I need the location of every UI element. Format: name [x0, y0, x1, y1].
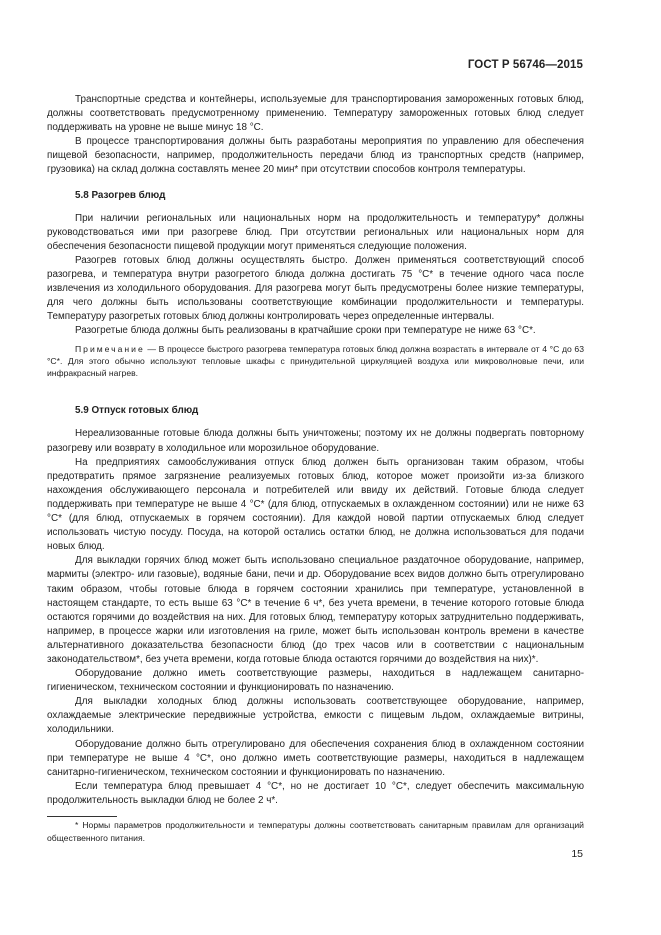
paragraph-reheated-sale: Разогретые блюда должны быть реализованы в кратчайшие сроки при температуре не ниже 63 °C*.: [75, 325, 536, 337]
page-body: [47, 93, 584, 808]
paragraph-transport-vehicles: Транспортные средства и контейнеры, используемые для транспортирования замороженных готовых блюд, должны соответствовать предусмотренному применению. Температуру замороженных готовых блюд следует поддерживать на уровне не выше минус 18 °C.: [47, 94, 584, 134]
footnote: * Нормы параметров продолжительности и температуры должны соответствовать санитарным правилам для организаций общественного питания.: [47, 820, 584, 843]
footnote-divider: [47, 816, 117, 817]
paragraph-transport-measures: В процессе транспортирования должны быть разработаны мероприятия по управлению для обеспечения пищевой безопасности, например, продолжительность передачи блюд из транспортных средств (например, грузовика) на склад должна составлять менее 20 мин* при отсутствии способов контроля температуры.: [47, 136, 584, 176]
paragraph-cold-regulation: Оборудование должно быть отрегулировано для обеспечения сохранения блюд в охлажденном состоянии при температуре не выше 4 °C*, оно должно иметь соответствующие размеры, находиться в надлежащем санитарно-гигиеническом, техническом состоянии и функционировать по назначению.: [47, 738, 584, 778]
paragraph-reheating-process: Разогрев готовых блюд должны осуществлять быстро. Должен применяться соответствующий способ разогрева, и температура внутри разогретого блюда должна достигать 75 °C* в течение одного часа после извлечения из холодильного оборудования. Для разогрева могут быть предусмотрены более низкие температуры, для чего должны быть использованы соответствующие комбинации продолжительности и температуры. Температуру разогретых готовых блюд должны контролировать через определенные интервалы.: [47, 254, 584, 323]
paragraph-hot-display: Для выкладки горячих блюд может быть использовано специальное раздаточное оборудование, например, мармиты (электро- или газовые), водяные бани, печи и др. Оборудование всех видов должно быть отрегулировано таким образом, чтобы готовые блюда в горячем состоянии хранились при температуре, установленной в настоящем стандарте, то есть выше 63 °C* в течение 6 ч*, без учета времени, в течение которого готовые блюда остаются горячими до воздействия на них. Для готовых блюд, температуру которых затруднительно поддерживать, например, в процессе жарки или изготовления на гриле, может быть использован контроль времени в качестве альтернативного доказательства безопасности блюд (до трех часов или в соответствии с национальным законодательством*, без учета времени, когда готовые блюда остаются горячими до воздействия на них)*.: [47, 555, 584, 665]
paragraph-cold-display: Для выкладки холодных блюд должны использовать соответствующее оборудование, например, охлаждаемые электрические передвижные устройства, емкости с пищевым льдом, охлаждаемые витрины, холодильники.: [47, 696, 584, 736]
standard-number: ГОСТ Р 56746—2015: [467, 59, 583, 71]
page-number: 15: [571, 848, 583, 860]
note-reheating: [47, 343, 584, 380]
paragraph-self-service: На предприятиях самообслуживания отпуск блюд должен быть организован таким образом, чтобы предотвратить прямое загрязнение реализуемых готовых блюд, которое может произойти из-за близкого нахождения обслуживающего персонала и потребителей или ввиду их действий. Готовые блюда следует поддерживать при температуре не выше 4 °C* (для блюд, отпускаемых в охлажденном состоянии) или не ниже 63 °C* (для блюд, отпускаемых в горячем состоянии). Для каждой новой партии отпускаемых блюд следует использовать чистую посуду. Посуда, на которой остались остатки блюд, не должна использоваться для подачи новых блюд.: [47, 456, 584, 553]
paragraph-equipment-size: Оборудование должно иметь соответствующие размеры, находиться в надлежащем санитарно-гигиеническом, техническом состоянии и функционировать по назначению.: [47, 668, 584, 694]
paragraph-temperature-limit: Если температура блюд превышает 4 °C*, но не достигает 10 °C*, следует обеспечить максимальную продолжительность выкладки блюд не более 2 ч*.: [47, 780, 584, 806]
paragraph-unsold-dishes: Нереализованные готовые блюда должны быть уничтожены; поэтому их не должны подвергать повторному разогреву или возврату в холодильное или морозильное оборудование.: [47, 428, 584, 454]
note-label: Примечание: [75, 343, 145, 354]
paragraph-reheating-norms: При наличии региональных или национальных норм на продолжительность и температуру* должны руководствоваться ими при разогреве блюд. При отсутствии региональных или национальных норм для обеспечения безопасности пищевой продукции могут применяться следующие положения.: [47, 212, 584, 252]
note-text: — В процессе быстрого разогрева температура готовых блюд должна возрастать в интервале от 4 °C до 63 °C*. Для этого обычно используют тепловые шкафы с принудительной циркуляцией воздуха или микроволновые печи, или инфракрасный нагрев.: [47, 343, 584, 379]
section-heading-serving: 5.9 Отпуск готовых блюд: [75, 405, 199, 417]
section-heading-reheating: 5.8 Разогрев блюд: [75, 189, 166, 201]
